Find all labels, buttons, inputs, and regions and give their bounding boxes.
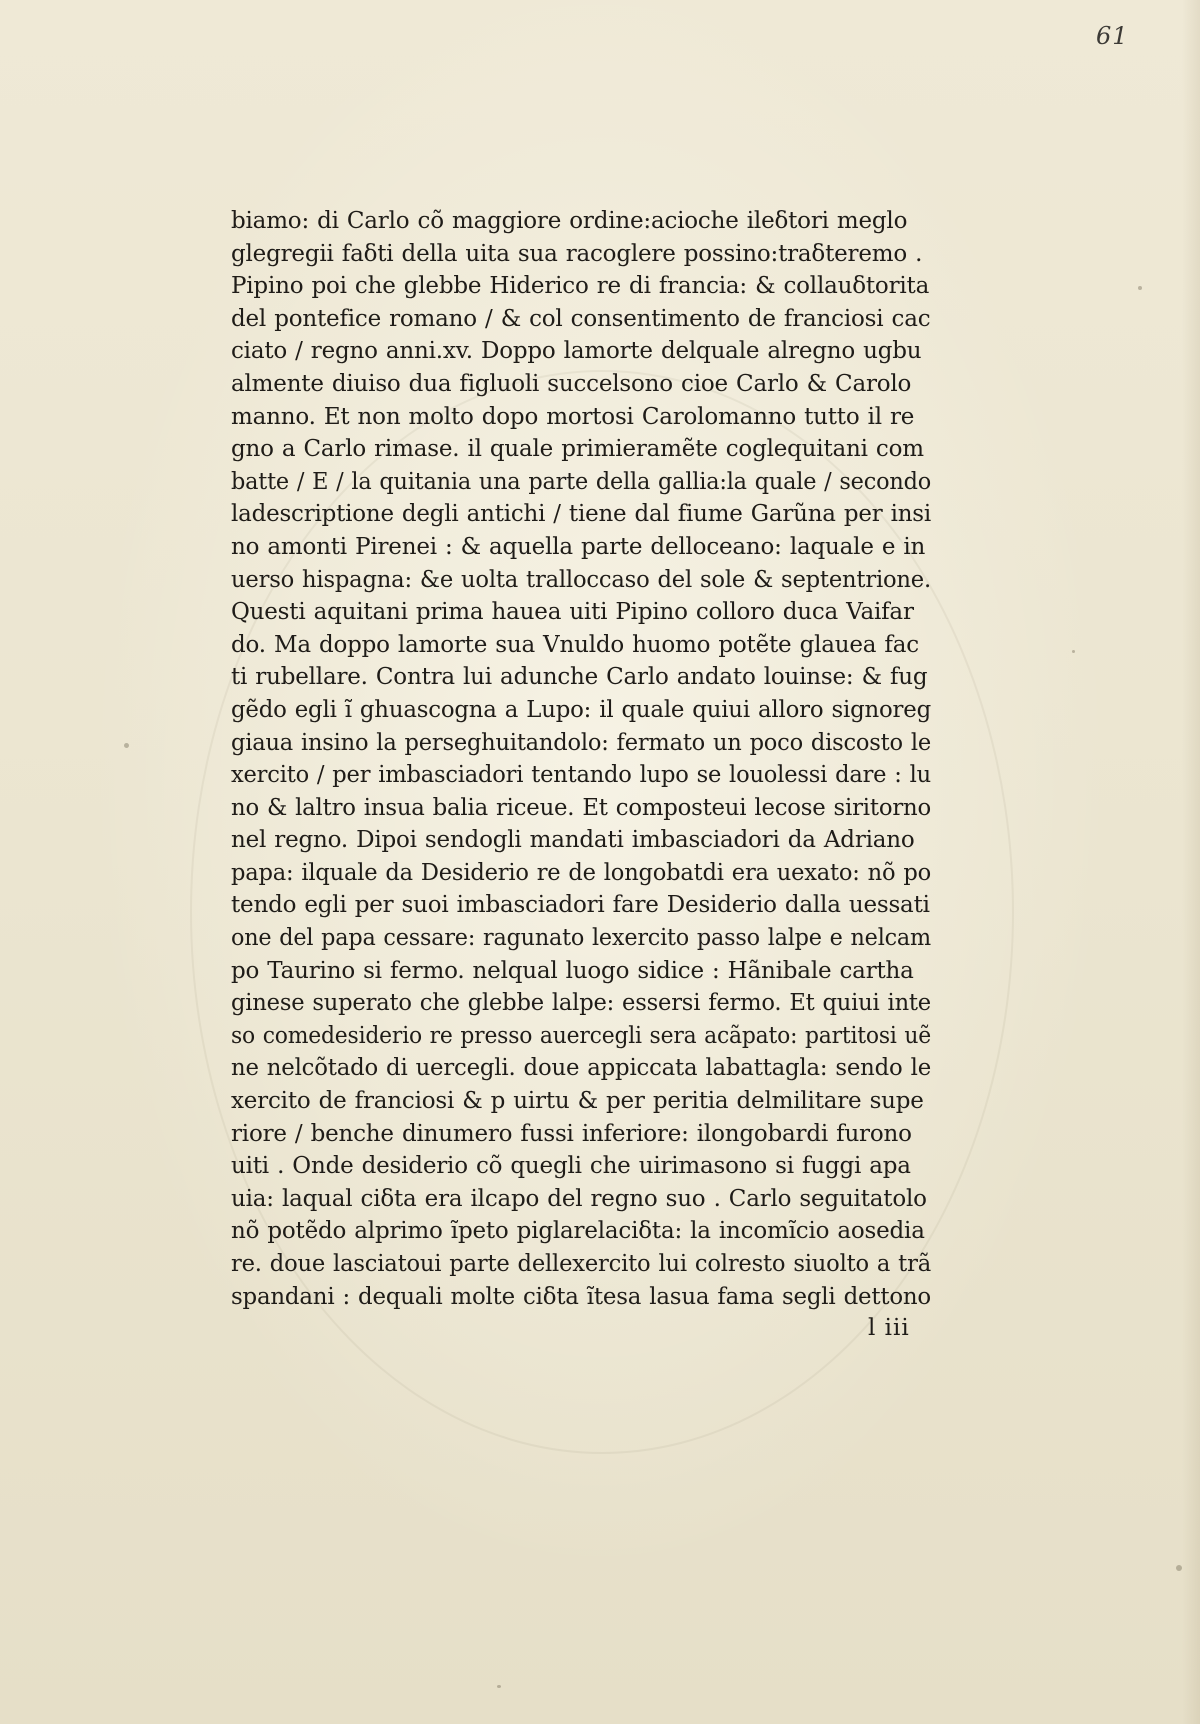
- text-line: almente diuiso dua figluoli succelsono cioe Carlo & Carolo: [231, 370, 912, 397]
- text-line: uiti . Onde desiderio cõ quegli che uirimasono si fuggi apa: [231, 1153, 911, 1180]
- text-line: ciato / regno anni.xv. Doppo lamorte delquale alregno ugbu: [231, 338, 922, 365]
- text-line: batte / E / la quitania una parte della gallia:la quale / secondo: [231, 468, 931, 495]
- text-line: ne nelcõtado di uercegli. doue appiccata labattagla: sendo le: [231, 1055, 931, 1082]
- paper-speck: [1176, 1565, 1182, 1571]
- text-line: uia: laqual ciδta era ilcapo del regno suo . Carlo seguitatolo: [231, 1185, 927, 1212]
- text-line: gẽdo egli ĩ ghuascogna a Lupo: il quale quiui alloro signoreg: [231, 696, 931, 723]
- paper-speck: [124, 743, 129, 748]
- text-line: ti rubellare. Contra lui adunche Carlo andato louinse: & fug: [231, 664, 928, 691]
- text-line: so comedesiderio re presso auercegli sera acãpato: partitosi uẽ: [231, 1022, 931, 1049]
- paper-speck: [1072, 650, 1075, 653]
- text-line: uerso hispagna: &e uolta tralloccaso del sole & septentrione.: [231, 566, 931, 593]
- text-line: nõ potẽdo alprimo ĩpeto piglarelaciδta: la incomĩcio aosedia: [231, 1218, 925, 1245]
- text-line: del pontefice romano / & col consentimento de franciosi cac: [231, 305, 931, 332]
- text-line: tendo egli per suoi imbasciadori fare Desiderio dalla uessati: [231, 892, 930, 919]
- text-line: glegregii faδti della uita sua racoglere possino:traδteremo .: [231, 240, 923, 267]
- text-line: re. doue lasciatoui parte dellexercito lui colresto siuolto a trã: [231, 1251, 931, 1277]
- text-line: gno a Carlo rimase. il quale primieramẽte coglequitani com: [231, 436, 924, 463]
- text-line: do. Ma doppo lamorte sua Vnuldo huomo potẽte glauea fac: [231, 631, 919, 658]
- text-line: papa: ilquale da Desiderio re de longobatdi era uexato: nõ po: [231, 859, 931, 886]
- text-line: riore / benche dinumero fussi inferiore: ilongobardi furono: [231, 1120, 912, 1147]
- text-line: ginese superato che glebbe lalpe: essersi fermo. Et quiui inte: [231, 990, 931, 1017]
- text-line: xercito de franciosi & p uirtu & per peritia delmilitare supe: [231, 1088, 924, 1115]
- text-line: one del papa cessare: ragunato lexercito passo lalpe e nelcam: [231, 925, 931, 952]
- text-line: Questi aquitani prima hauea uiti Pipino colloro duca Vaifar: [231, 599, 914, 626]
- text-line: giaua insino la perseghuitandolo: fermato un poco discosto le: [231, 729, 931, 756]
- folio-number: 61: [1096, 22, 1129, 50]
- text-line: nel regno. Dipoi sendogli mandati imbasciadori da Adriano: [231, 827, 915, 854]
- text-line: no & laltro insua balia riceue. Et composteui lecose siritorno: [231, 794, 931, 821]
- text-line: biamo: di Carlo cõ maggiore ordine:acioche ileδtori meglo: [231, 208, 908, 234]
- page-edge-shadow: [1182, 0, 1200, 1724]
- text-line: Pipino poi che glebbe Hiderico re di francia: & collauδtorita: [231, 273, 930, 300]
- paper-speck: [1138, 286, 1142, 290]
- signature-mark: l iii: [868, 1315, 910, 1341]
- text-column: [231, 205, 931, 1313]
- text-line: no amonti Pirenei : & aquella parte delloceano: laquale e in: [231, 533, 926, 560]
- text-line: manno. Et non molto dopo mortosi Carolomanno tutto il re: [231, 403, 915, 430]
- text-line: spandani : dequali molte ciδta ĩtesa lasua fama segli dettono: [231, 1283, 931, 1310]
- paper-speck: [497, 1685, 501, 1688]
- text-line: po Taurino si fermo. nelqual luogo sidice : Hãnibale cartha: [231, 957, 914, 984]
- text-line: ladescriptione degli antichi / tiene dal fiume Garũna per insi: [231, 501, 931, 528]
- text-line: xercito / per imbasciadori tentando lupo se louolessi dare : lu: [231, 762, 931, 789]
